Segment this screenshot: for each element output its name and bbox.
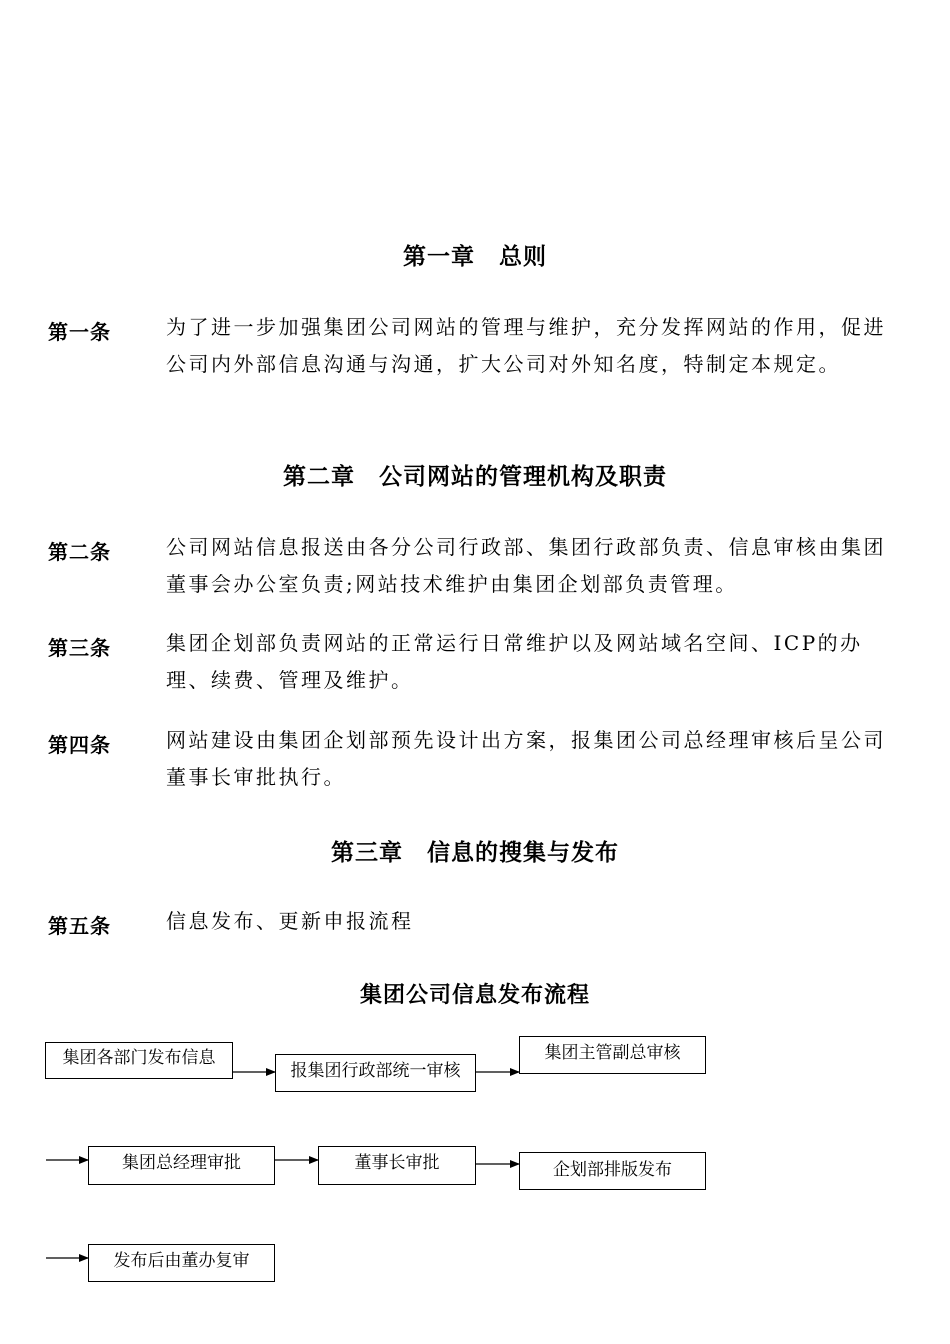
flow-step-4-label: 集团总经理审批 xyxy=(122,1153,241,1173)
article-5-label: 第五条 xyxy=(48,914,111,938)
article-4-text: 网站建设由集团企划部预先设计出方案，报集团公司总经理审核后呈公司董事长审批执行。 xyxy=(166,728,886,789)
flow-step-chairman-approval xyxy=(318,1146,476,1185)
article-3-label: 第三条 xyxy=(48,636,111,660)
flow-step-1-label: 集团各部门发布信息 xyxy=(62,1048,216,1068)
flow-step-3-label: 集团主管副总审核 xyxy=(544,1043,681,1063)
flow-step-6-label: 企划部排版发布 xyxy=(553,1160,672,1180)
chapter-1-heading: 第一章 总则 xyxy=(403,244,547,270)
article-1-text: 为了进一步加强集团公司网站的管理与维护，充分发挥网站的作用，促进公司内外部信息沟通与沟通，扩大公司对外知名度，特制定本规定。 xyxy=(166,315,886,376)
chapter-3-heading: 第三章 信息的搜集与发布 xyxy=(331,840,619,866)
article-4-label: 第四条 xyxy=(48,733,111,757)
article-1-label: 第一条 xyxy=(48,320,111,344)
article-3-text: 集团企划部负责网站的正常运行日常维护以及网站域名空间、ICP的办理、续费、管理及维护。 xyxy=(166,631,863,692)
flow-step-7-label: 发布后由董办复审 xyxy=(113,1251,250,1271)
flowchart-title: 集团公司信息发布流程 xyxy=(359,983,590,1008)
flow-step-vp-review xyxy=(519,1036,706,1074)
article-5-text: 信息发布、更新申报流程 xyxy=(166,909,414,933)
flow-step-planning-publish xyxy=(519,1152,706,1190)
flow-step-department-publish xyxy=(45,1042,233,1079)
article-2-text: 公司网站信息报送由各分公司行政部、集团行政部负责、信息审核由集团董事会办公室负责;网站技术维护由集团企划部负责管理。 xyxy=(166,535,886,596)
flow-step-gm-approval xyxy=(88,1146,275,1185)
flow-step-2-label: 报集团行政部统一审核 xyxy=(290,1061,461,1081)
chapter-2-heading: 第二章 公司网站的管理机构及职责 xyxy=(283,464,667,490)
flow-step-5-label: 董事长审批 xyxy=(354,1153,440,1173)
flow-step-admin-review xyxy=(275,1054,476,1092)
flow-step-board-recheck xyxy=(88,1244,275,1282)
article-2-label: 第二条 xyxy=(48,540,111,564)
